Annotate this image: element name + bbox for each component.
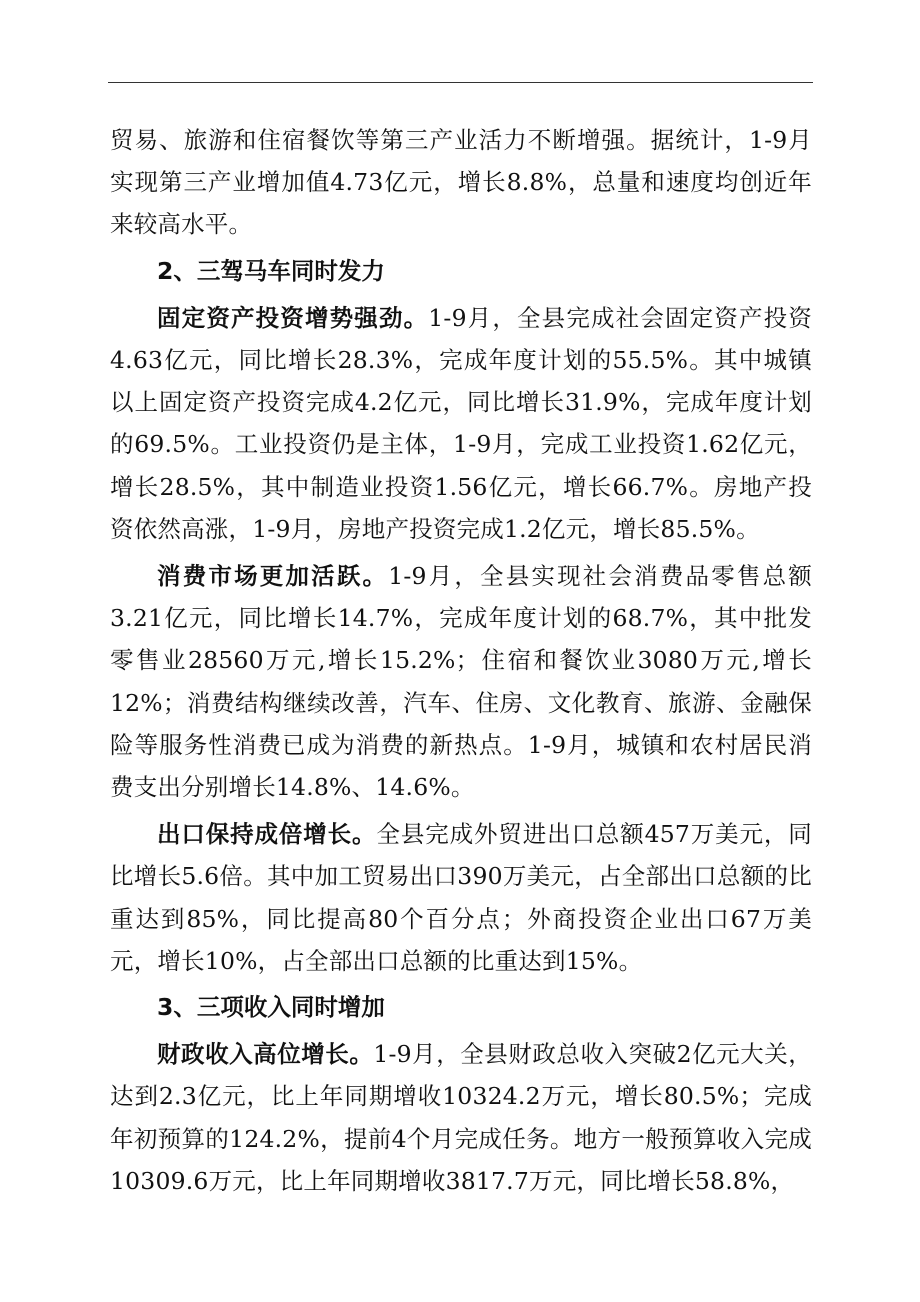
- consumption-body: 1-9月，全县实现社会消费品零售总额3.21亿元，同比增长14.7%，完成年度计划的68.7%，其中批发零售业28560万元,增长15.2%；住宿和餐饮业3080万元,增长12%；消费结构继续改善，汽车、住房、文化教育、旅游、金融保险等服务性消费已成为消费的新热点。1-9月，城镇和农村居民消费支出分别增长14.8%、14.6%。: [110, 562, 812, 802]
- header-rule: [108, 82, 813, 83]
- investment-paragraph: [110, 297, 812, 550]
- investment-lead: 固定资产投资增势强劲。: [157, 303, 429, 332]
- export-paragraph: [110, 813, 812, 982]
- section-3-heading: 3、三项收入同时增加: [157, 993, 385, 1022]
- consumption-paragraph: [110, 555, 812, 808]
- document-body: [110, 119, 812, 1202]
- section-2-heading: 2、三驾马车同时发力: [157, 256, 385, 285]
- fiscal-lead: 财政收入高位增长。: [157, 1040, 374, 1069]
- fiscal-paragraph: [110, 1033, 812, 1202]
- export-body: 全县完成外贸进出口总额457万美元，同比增长5.6倍。其中加工贸易出口390万美元，占全部出口总额的比重达到85%，同比提高80个百分点；外商投资企业出口67万美元，增长10%，占全部出口总额的比重达到15%。: [110, 820, 812, 975]
- consumption-lead: 消费市场更加活跃。: [157, 562, 389, 591]
- continuation-paragraph: 贸易、旅游和住宿餐饮等第三产业活力不断增强。据统计，1-9月实现第三产业增加值4.73亿元，增长8.8%，总量和速度均创近年来较高水平。: [110, 126, 812, 239]
- investment-body: 1-9月，全县完成社会固定资产投资4.63亿元，同比增长28.3%，完成年度计划的55.5%。其中城镇以上固定资产投资完成4.2亿元，同比增长31.9%，完成年度计划的69.5%。工业投资仍是主体，1-9月，完成工业投资1.62亿元，增长28.5%，其中制造业投资1.56亿元，增长66.7%。房地产投资依然高涨，1-9月，房地产投资完成1.2亿元，增长85.5%。: [110, 303, 812, 543]
- fiscal-body: 1-9月，全县财政总收入突破2亿元大关，达到2.3亿元，比上年同期增收10324.2万元，增长80.5%；完成年初预算的124.2%，提前4个月完成任务。地方一般预算收入完成10309.6万元，比上年同期增收3817.7万元，同比增长58.8%，: [110, 1040, 812, 1195]
- export-lead: 出口保持成倍增长。: [157, 820, 377, 849]
